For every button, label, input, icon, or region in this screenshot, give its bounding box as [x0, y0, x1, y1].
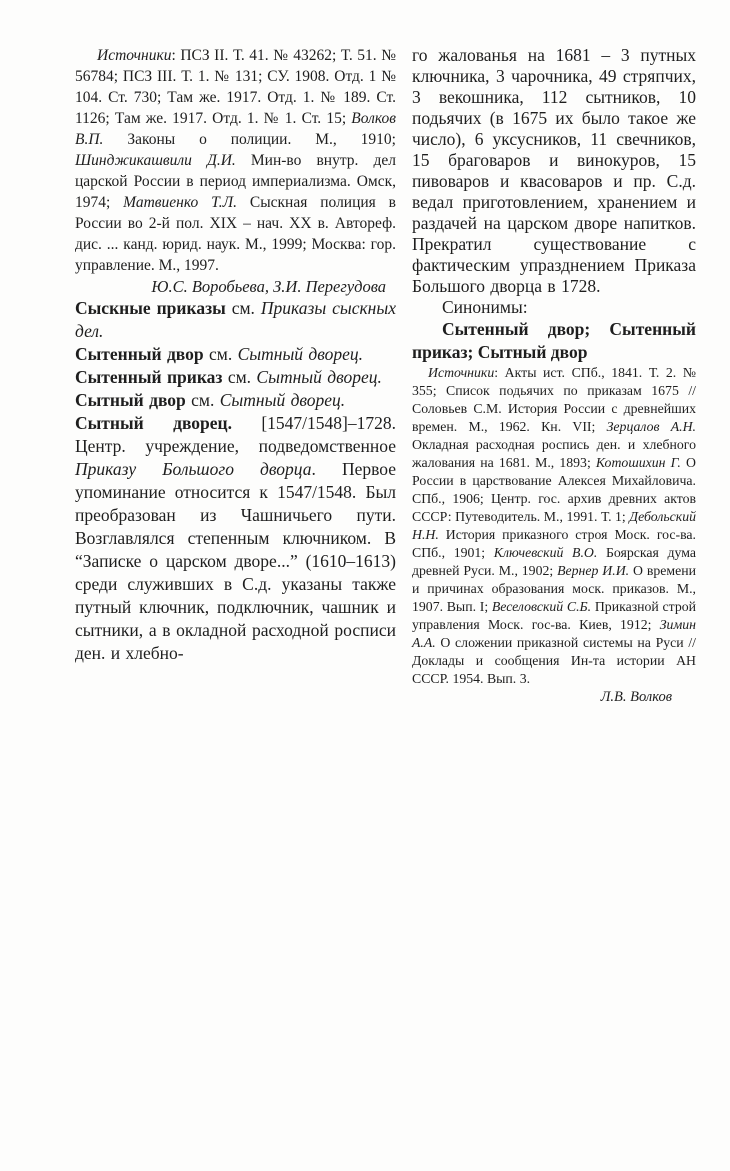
text-segment: Приказу Большого дворца — [75, 459, 312, 479]
text-segment: Ю.С. Воробьева, З.И. Перегудова — [151, 277, 386, 296]
text-segment: го жалованья на 1681 – 3 путных ключника, 3 чарочника, 49 стряпчих, 3 векошника, 112 сытников, 10 подьячих (в 1675 их было такое же число), 6 уксусников, 11 свечников, 15 браговаров и винокуров, 15 пивоваров и квасоваров и пр. С.д. ведал приготовлением, хранением и раздачей на царском дворе напитков. Прекратил существование с фактическим упразднением Приказа Большого дворца в 1728. — [412, 45, 696, 296]
text-segment: Сытенный двор — [75, 344, 204, 364]
text-segment: Сытный дворец. — [75, 413, 232, 433]
text-segment: Ключевский В.О. — [493, 545, 598, 560]
text-segment: Сытный дворец. — [237, 344, 364, 364]
text-segment: Сытный дворец. — [219, 390, 346, 410]
paragraph-body — [412, 45, 696, 297]
text-segment: Источники — [97, 47, 172, 64]
text-segment: Сытный двор — [75, 390, 186, 410]
text-segment: см. — [185, 390, 220, 410]
paragraph-synonyms — [412, 318, 696, 364]
paragraph-sources-left — [75, 45, 396, 276]
text-segment: О России в царствование Алексея Михайловича. СПб., 1906; Центр. гос. архив древних актов СССР: Путеводитель. М., 1991. Т. 1; — [412, 455, 696, 524]
text-segment: см. — [225, 298, 261, 318]
paragraph-entry — [75, 343, 396, 366]
text-segment: Приказы сыскных дел. — [75, 298, 396, 341]
text-segment: Боярская дума древней Руси. М., 1902; — [412, 545, 696, 578]
text-segment: см. — [203, 344, 238, 364]
text-segment: : ПСЗ II. Т. 41. № 43262; Т. 51. № 56784; ПСЗ III. Т. 1. № 131; СУ. 1908. Отд. 1 № 104. Ст. 730; Там же. 1917. Отд. 1. № 189. Ст. 1126; Там же. 1917. Отд. 1. № 1. Ст. 15; — [75, 47, 396, 127]
paragraph-sources-small — [412, 364, 696, 688]
text-segment: Сытенный двор; Сытенный приказ; Сытный двор — [412, 319, 696, 362]
paragraph-author-small — [412, 688, 696, 706]
text-segment: Источники — [428, 365, 495, 380]
text-segment: Зимин А.А. — [412, 617, 696, 650]
text-segment: Шинджикашвили Д.И. — [75, 152, 236, 169]
text-segment: История приказного строя Моск. гос-ва. СПб., 1901; — [412, 527, 696, 560]
text-segment: Матвиенко Т.Л. — [123, 194, 238, 211]
text-segment: см. — [222, 367, 257, 387]
text-segment: Веселовский С.Б. — [491, 599, 592, 614]
right-column — [412, 45, 696, 706]
text-segment: Окладная расходная роспись ден. и хлебного жалования на 1681. М., 1893; — [412, 437, 696, 470]
text-segment: [1547/1548]–1728. Центр. учреждение, подведомственное — [75, 413, 396, 456]
paragraph-entry — [75, 412, 396, 665]
paragraph-entry — [75, 389, 396, 412]
text-segment: Сытный дворец. — [256, 367, 382, 387]
text-segment: : Акты ист. СПб., 1841. Т. 2. № 355; Список подьячих по приказам 1675 // Соловьев С.М. История России с древнейших времен. М., 1962. Кн. VII; — [412, 365, 696, 434]
paragraph-author — [75, 276, 396, 297]
text-segment: Вернер И.И. — [557, 563, 630, 578]
paragraph-entry — [75, 297, 396, 343]
text-segment: Котошихин Г. — [595, 455, 681, 470]
text-segment: Зерцалов А.Н. — [606, 419, 696, 434]
text-segment: Сыскные приказы — [75, 298, 226, 318]
text-segment: Волков В.П. — [75, 110, 396, 148]
text-segment: О сложении приказной системы на Руси // Доклады и сообщения Ин-та истории АН СССР. 1954. Вып. 3. — [412, 635, 696, 686]
text-segment: Синонимы: — [442, 297, 528, 317]
text-segment: . Первое упоминание относится к 1547/1548. Был преобразован из Чашничьего пути. Возглавлялся степенным ключником. В “Записке о царском дворе...” (1610–1613) среди служивших в С.д. указаны также путный ключник, подключник, чашник и сытники, а в окладной расходной росписи ден. и хлебно- — [75, 459, 396, 663]
text-segment: Дебольский Н.Н. — [412, 509, 696, 542]
paragraph-entry — [75, 366, 396, 389]
text-segment: Л.В. Волков — [600, 689, 672, 705]
text-segment: Сытенный приказ — [75, 367, 223, 387]
text-segment: Законы о полиции. М., 1910; — [103, 131, 396, 148]
text-segment: О времени и причинах образования моск. приказов. М., 1907. Вып. I; — [412, 563, 697, 614]
text-segment: Сыскная полиция в России во 2-й пол. XIX – нач. XX в. Автореф. дис. ... канд. юрид. наук. М., 1999; Москва: гор. управление. М., 1997. — [75, 194, 396, 274]
left-column — [75, 45, 396, 665]
paragraph-synonyms-label — [412, 297, 696, 318]
text-segment: Мин-во внутр. дел царской России в период империализма. Омск, 1974; — [75, 152, 396, 211]
text-segment: Приказной строй управления Моск. гос-ва. Киев, 1912; — [412, 599, 696, 632]
